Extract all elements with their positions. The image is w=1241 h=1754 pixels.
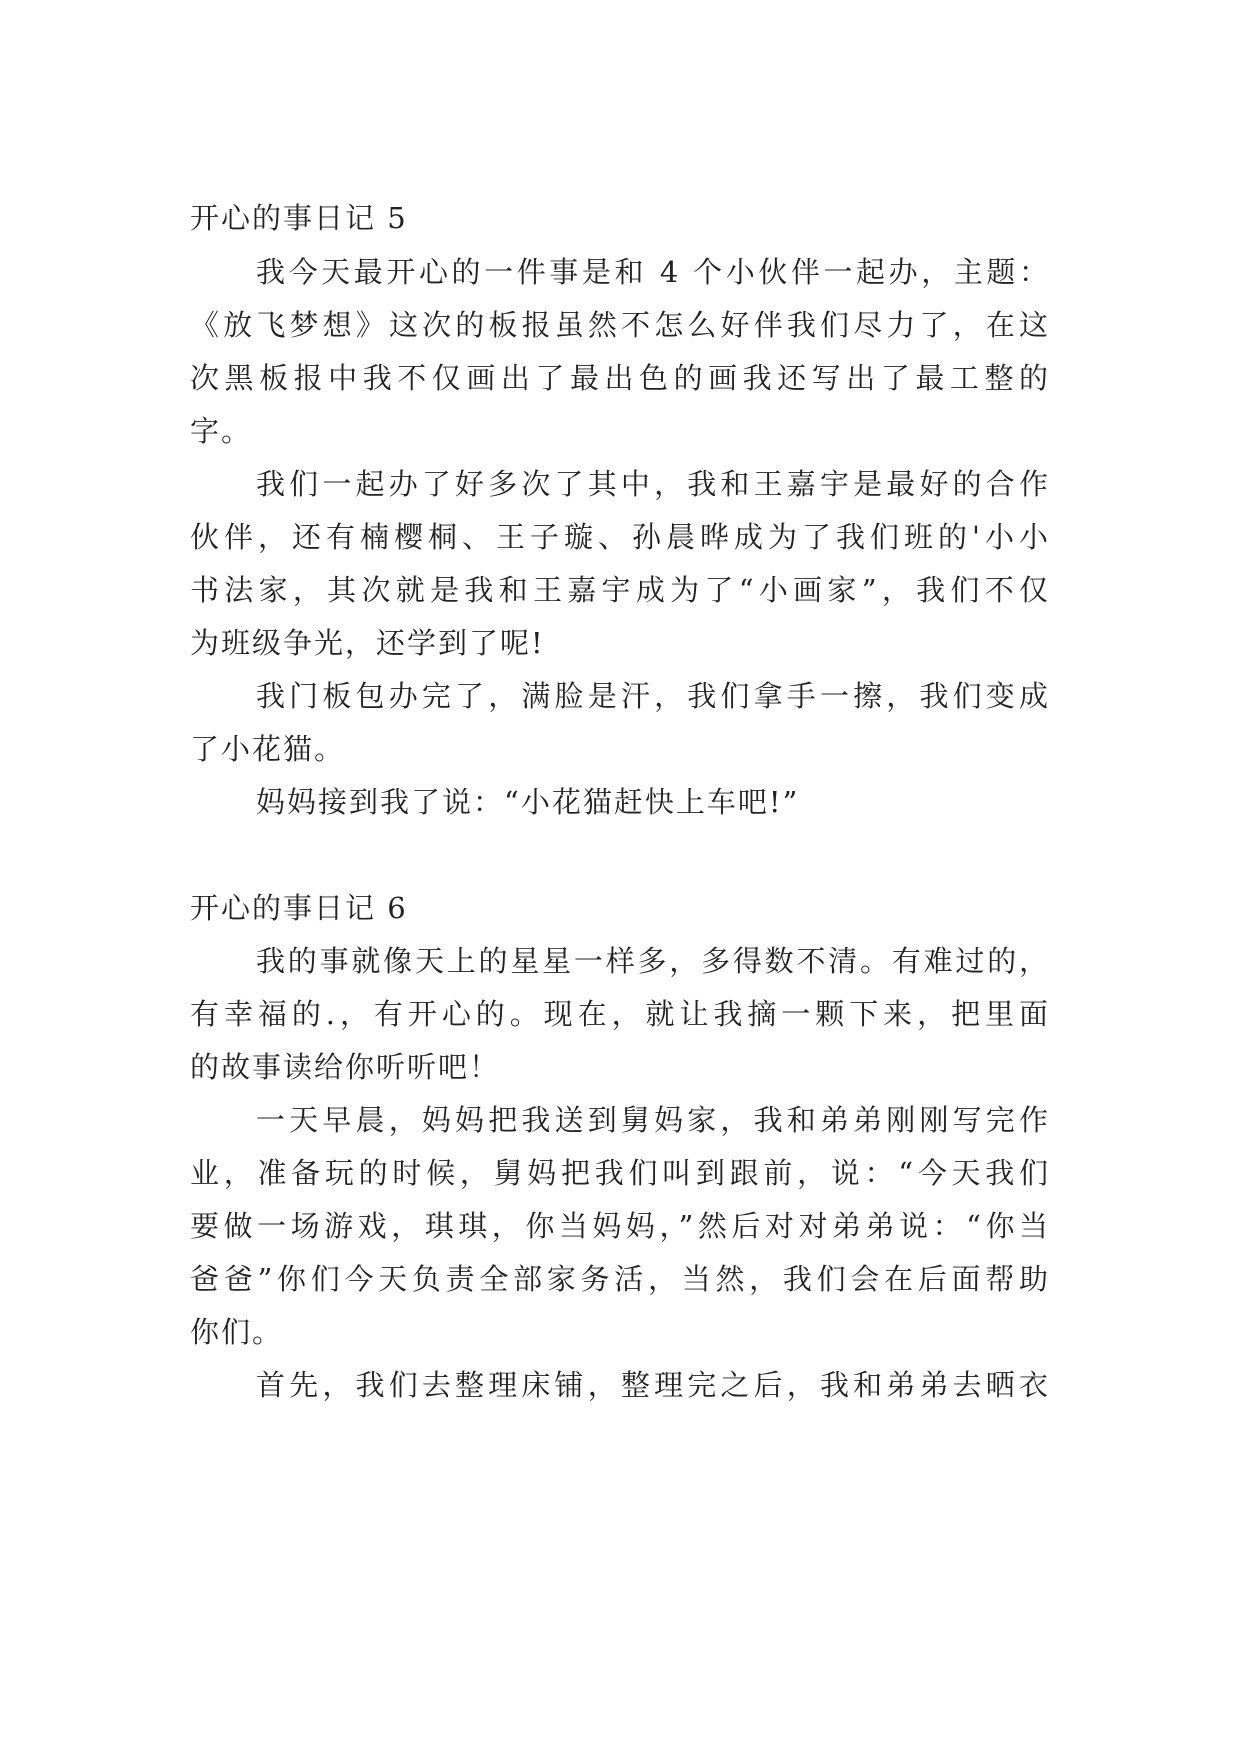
paragraph-line: 伙伴，还有楠樱桐、王子璇、孙晨晔成为了我们班的'小小: [190, 520, 1050, 554]
paragraph-line: 了小花猫。: [190, 732, 346, 766]
paragraph-line: 你们。: [190, 1315, 284, 1349]
paragraph-line: 字。: [190, 414, 253, 448]
section-title: 开心的事日记 6: [190, 891, 408, 925]
paragraph-line: 首先，我们去整理床铺，整理完之后，我和弟弟去晒衣: [256, 1368, 1050, 1402]
paragraph-line: 一天早晨，妈妈把我送到舅妈家，我和弟弟刚刚写完作: [256, 1103, 1050, 1137]
paragraph-line: 的故事读给你听听吧！: [190, 1050, 501, 1084]
paragraph-line: 书法家，其次就是我和王嘉宇成为了“小画家”，我们不仅: [190, 573, 1050, 607]
paragraph-line: 次黑板报中我不仅画出了最出色的画我还写出了最工整的: [190, 361, 1050, 395]
paragraph-line: 业，准备玩的时候，舅妈把我们叫到跟前，说：“今天我们: [190, 1156, 1050, 1190]
paragraph-line: 我今天最开心的一件事是和 4 个小伙伴一起办，主题：: [256, 255, 1050, 289]
document-page: [190, 0, 1050, 1754]
paragraph-line: 我的事就像天上的星星一样多，多得数不清。有难过的，: [256, 944, 1050, 978]
paragraph-line: 《放飞梦想》这次的板报虽然不怎么好伴我们尽力了，在这: [190, 308, 1050, 342]
paragraph-line: 有幸福的.，有开心的。现在，就让我摘一颗下来，把里面: [190, 997, 1050, 1031]
paragraph-line: 为班级争光，还学到了呢!: [190, 626, 545, 660]
paragraph-line: 我们一起办了好多次了其中，我和王嘉宇是最好的合作: [256, 467, 1050, 501]
section-title: 开心的事日记 5: [190, 201, 408, 235]
paragraph-line: 爸爸”你们今天负责全部家务活，当然，我们会在后面帮助: [190, 1262, 1050, 1296]
paragraph-line: 我门板包办完了，满脸是汗，我们拿手一擦，我们变成: [256, 679, 1050, 713]
paragraph-line: 妈妈接到我了说：“小花猫赶快上车吧!”: [256, 785, 800, 819]
paragraph-line: 要做一场游戏，琪琪，你当妈妈，”然后对对弟弟说：“你当: [190, 1209, 1050, 1243]
